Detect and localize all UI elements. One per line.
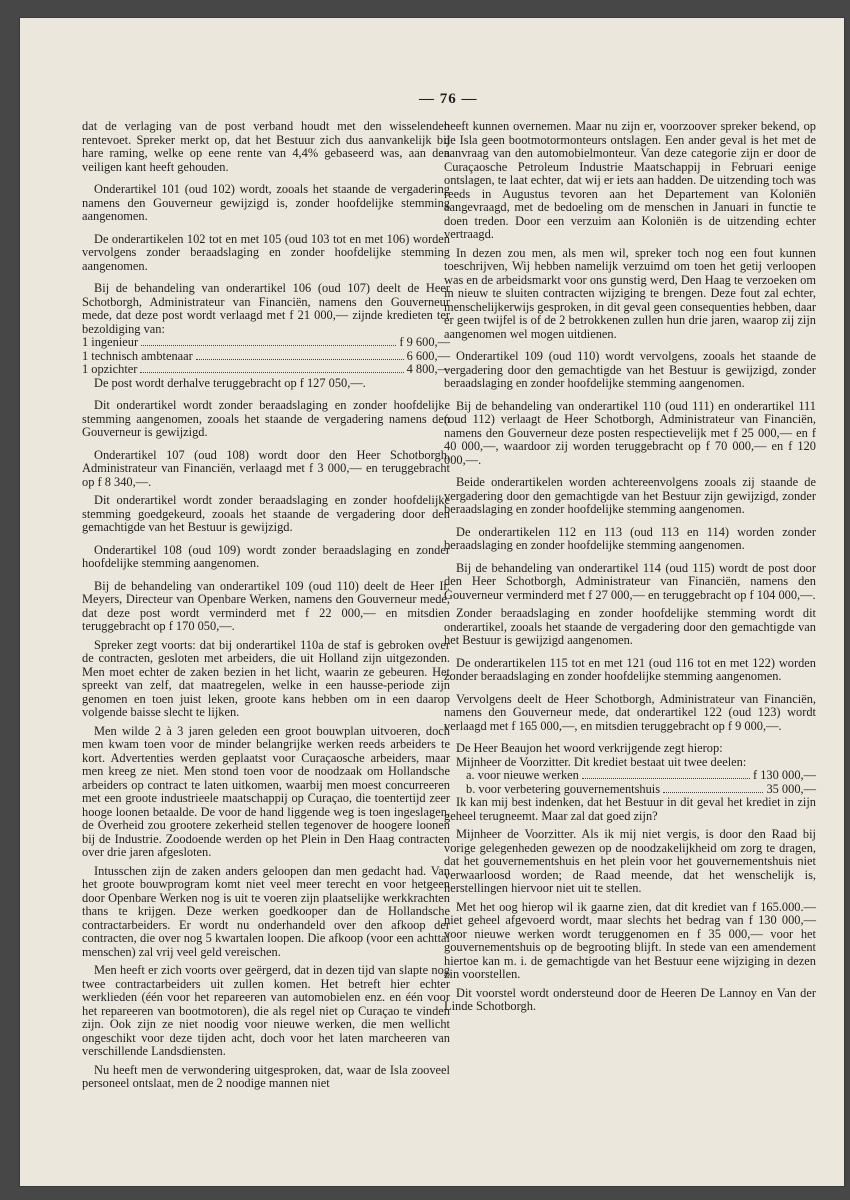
item-amount: 4 800,— [406, 362, 450, 376]
paragraph: Vervolgens deelt de Heer Schotborgh, Administrateur van Financiën, namens den Gouverneur mede, dat onderartikel 122 (oud 123) wordt verlaagd met f 165 000,—, en mitsdien teruggebracht op f 9 000,—. [444, 691, 816, 733]
item-label: b. voor verbetering gouvernementshuis [466, 781, 661, 796]
paragraph: Onderartikel 108 (oud 109) wordt zonder beraadslaging en zonder hoofdelijke stemming aangenomen. [82, 542, 450, 570]
paragraph: Dit voorstel wordt ondersteund door de Heeren De Lannoy en Van der Linde Schotborgh. [444, 985, 816, 1013]
paragraph: Spreker zegt voorts: dat bij onderartikel 110a de staf is gebroken over de contracten, gesloten met arbeiders, die uit Holland zijn uitgezonden. Men moet echter de zaken bezien in het licht, waarin ze gebeuren. Het spreekt van zelf, dat maatregelen, welke in een hausse-periode zijn genomen en toen juist leken, groote kans hebben om in een daarop volgende baisse slecht te lijken. [82, 637, 450, 719]
paragraph: Mijnheer de Voorzitter. Dit krediet bestaat uit twee deelen: [456, 754, 747, 769]
item-label: 1 opzichter [82, 362, 138, 376]
item-label: 1 ingenieur [82, 335, 139, 349]
leader-dots [140, 372, 403, 373]
list-item [444, 769, 816, 783]
paragraph: De onderartikelen 115 tot en met 121 (oud 116 tot en met 122) worden zonder beraadslaging en zonder hoofdelijke stemming aangenomen. [444, 655, 816, 683]
list-item [82, 336, 450, 350]
leader-dots [663, 792, 763, 793]
paragraph: Dit onderartikel wordt zonder beraadslaging en zonder hoofdelijke stemming aangenomen, zooals het staande de vergadering namens den Gouverneur is gewijzigd. [82, 398, 450, 439]
right-column [444, 120, 816, 1019]
item-amount: f 9 600,— [399, 335, 450, 349]
list-item [82, 363, 450, 377]
paragraph: Men wilde 2 à 3 jaren geleden een groot bouwplan uitvoeren, doch men kwam toen voor de minder belangrijke werken reeds arbeiders te kort. Advertenties werden geplaatst voor Curaçaosche arbeiders, maar men kreeg ze niet. Men stond toen voor de noodzaak om Hollandsche arbeiders op contract te laten uitkomen, waarbij men moest concurreeren met een groote industrieele maatschappij op Curaçao, die toentertijd zeer hooge loonen betaalde. De voor de hand liggende weg is toen ingeslagen, de Overheid zou grootere zekerheid stellen tegenover de hoogere loonen bij de Industrie. Zoodoende werden op het Plein in Den Haag contracten over drie jaren afgesloten. [82, 723, 450, 859]
paragraph: Bij de behandeling van onderartikel 106 (oud 107) deelt de Heer Schotborgh, Administrateur van Financiën, namens den Gouverneur mede, dat deze post wordt verlaagd met f 21 000,— zijnde kredieten ter bezoldiging van: [82, 281, 450, 336]
paragraph: heeft kunnen overnemen. Maar nu zijn er, voorzoover spreker bekend, op de Isla geen bootmotormonteurs ontslagen. Een ander geval is het met de aanvraag van den automobielmonteur. Van deze categorie zijn er door de Curaçaosche Petroleum Industrie Maatschappij in Februari eenige ontslagen, te laat echter, dat wij er iets aan hadden. De uitzending toch was reeds in Augustus tevoren aan het Departement van Koloniën aangevraagd, met de bedoeling om de menschen in Januari in functie te doen treden. Door een verzuim aan Koloniën is de uitzending echter vertraagd. [444, 119, 816, 241]
paragraph: Onderartikel 107 (oud 108) wordt door den Heer Schotborgh, Administrateur van Financiën, verlaagd met f 3 000,— en teruggebracht op f 8 340,—. [82, 447, 450, 489]
paragraph: De onderartikelen 112 en 113 (oud 113 en 114) worden zonder beraadslaging en zonder hoofdelijke stemming aangenomen. [444, 524, 816, 552]
paragraph: Bij de behandeling van onderartikel 109 (oud 110) deelt de Heer Ir. Meyers, Directeur van Openbare Werken, namens den Gouverneur mede, dat deze post wordt verminderd met f 22 000,— en mitsdien teruggebracht op f 170 050,—. [82, 578, 450, 633]
paragraph: Nu heeft men de verwondering uitgesproken, dat, waar de Isla zooveel personeel ontslaat, men de 2 noodige mannen niet [82, 1062, 450, 1090]
paragraph: Dit onderartikel wordt zonder beraadslaging en zonder hoofdelijke stemming goedgekeurd, zooals het staande de vergadering door den gemachtigde van het Bestuur is gewijzigd. [82, 493, 450, 534]
item-amount: f 130 000,— [753, 768, 816, 782]
paragraph: Mijnheer de Voorzitter. Als ik mij niet vergis, is door den Raad bij vorige gelegenheden gewezen op de noodzakelijkheid om zorg te dragen, dat het gouvernementshuis en het plein voor het gouvernementshuis niet verwaarloosd worden; de Raad meende, dat het wenschelijk is, herstellingen hiervoor niet uit te stellen. [444, 827, 816, 895]
left-column [82, 120, 450, 1096]
leader-dots [141, 345, 396, 346]
paragraph: Met het oog hierop wil ik gaarne zien, dat dit krediet van f 165.000.— niet geheel afgevoerd wordt, maar slechts het bedrag van f 130 000,— voor nieuwe werken wordt teruggenomen en f 35 000,— voor het gouvernementshuis op de begrooting blijft. In stede van een amendement hiertoe kan m. i. de gemachtigde van het Bestuur eene wijziging in dezen zin voorstellen. [444, 899, 816, 981]
page-number: — 76 — [419, 91, 478, 107]
paragraph: De Heer Beaujon het woord verkrijgende zegt hierop: [456, 741, 723, 755]
leader-dots [196, 359, 404, 360]
paragraph: Zonder beraadslaging en zonder hoofdelijke stemming wordt dit onderartikel, zooals het staande de vergadering door den gemachtigde van het Bestuur is gewijzigd aangenomen. [444, 606, 816, 647]
paragraph: Beide onderartikelen worden achtereenvolgens zooals zij staande de vergadering door den gemachtigde van het Bestuur zijn gewijzigd, zonder beraadslaging en zonder hoofdelijke stemming aangenomen. [444, 475, 816, 516]
paragraph: dat de verlaging van de post verband houdt met den wisselenden rentevoet. Spreker merkt op, dat het Bestuur zich dus aanvankelijk bij hare raming, welke op eene rente van 4,4% gebaseerd was, aan den veiligen kant heeft gehouden. [82, 119, 450, 174]
paragraph: Intusschen zijn de zaken anders geloopen dan men gedacht had. Van het groote bouwprogram komt niet veel meer terecht en voor hetgeen door Openbare Werken nog is uit te voeren zijn plaatselijke werkkrachten thans te krijgen. Deze werken goedkooper dan de Hollandsche contractarbeiders. Er wordt nu onderhandeld over den afkoop der contracten, die over nog 5 kwartalen loopen. Die afkoop (voor een achttal menschen) zal vrij veel geld vereischen. [82, 863, 450, 959]
paragraph: De onderartikelen 102 tot en met 105 (oud 103 tot en met 106) worden vervolgens zonder beraadslaging en zonder hoofdelijke stemming aangenomen. [82, 231, 450, 273]
item-label: 1 technisch ambtenaar [82, 348, 193, 363]
item-amount: 6 600,— [406, 348, 450, 363]
item-label: a. voor nieuwe werken [466, 768, 579, 782]
item-amount: 35 000,— [766, 781, 816, 796]
paragraph: Onderartikel 101 (oud 102) wordt, zooals het staande de vergadering namens den Gouverneur gewijzigd is, zonder hoofdelijke stemming aangenomen. [82, 182, 450, 223]
paragraph: Onderartikel 109 (oud 110) wordt vervolgens, zooals het staande de vergadering door den gemachtigde van het Bestuur is gewijzigd, zonder beraadslaging en zonder hoofdelijke stemming aangenomen. [444, 349, 816, 390]
document-page [20, 18, 844, 1186]
leader-dots [582, 778, 750, 779]
paragraph: De post wordt derhalve teruggebracht op f 127 050,—. [94, 375, 366, 390]
paragraph: Bij de behandeling van onderartikel 114 (oud 115) wordt de post door den Heer Schotborgh, Administrateur van Financiën, namens den Gouverneur verminderd met f 27 000,— en teruggebracht op f 104 000,—. [444, 560, 816, 602]
paragraph: Ik kan mij best indenken, dat het Bestuur in dit geval het krediet in zijn geheel terugneemt. Maar zal dat goed zijn? [444, 795, 816, 823]
paragraph: Bij de behandeling van onderartikel 110 (oud 111) en onderartikel 111 (oud 112) verlaagt de Heer Schotborgh, Administrateur van Financiën, namens den Gouverneur deze posten respectievelijk met f 25 000,— en f 40 000,—, waardoor zij worden teruggebracht op f 70 000,— en f 120 000,—. [444, 398, 816, 467]
paragraph: In dezen zou men, als men wil, spreker toch nog een fout kunnen toeschrijven, Wij hebben namelijk verzuimd om toen het getij verloopen was en de arbeidsmarkt voor ons gunstig werd, Den Haag te verzoeken om in nieuw te sluiten contracten wijziging te brengen. Deze fout zal echter, menschelijkerwijs gesproken, in dit geval geen consequenties hebben, daar er geen twijfel is of de 2 betrokkenen zullen hun drie jaren, waarop zij zijn aangenomen wel mogen uitdienen. [444, 245, 816, 341]
list-item [444, 783, 816, 797]
list-item [82, 350, 450, 364]
paragraph: Men heeft er zich voorts over geërgerd, dat in dezen tijd van slapte nog twee contractarbeiders uit zullen komen. Het betreft hier echter werklieden (één voor het repareeren van automobielen enz. en één voor het repareeren van bootmotoren), die als regel niet op Curaçao te vinden zijn. Ook zijn ze niet noodig voor nieuwe werken, die men wellicht ongeschikt voor deze tijden acht, doch voor het laten marcheeren van verschillende Landsdiensten. [82, 963, 450, 1058]
